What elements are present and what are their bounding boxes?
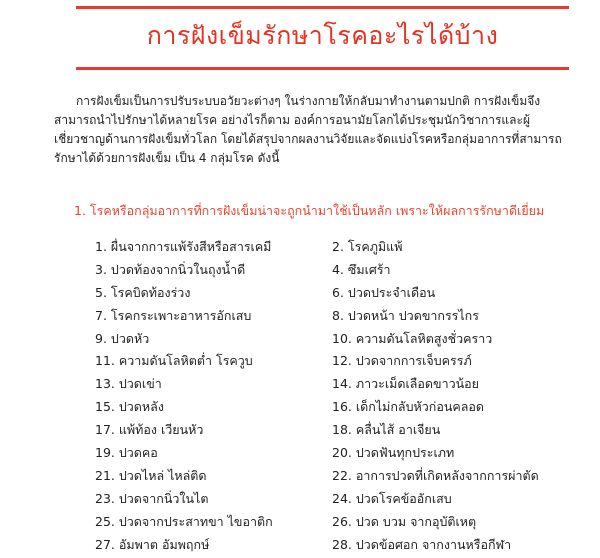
list-item: 16. เด็กไม่กลับหัวก่อนคลอด — [332, 399, 485, 415]
list-item: 12. ปวดจากการเจ็บครรภ์ — [332, 353, 472, 369]
list-item: 6. ปวดประจำเดือน — [332, 284, 436, 300]
list-item: 20. ปวดฟันทุกประเภท — [332, 445, 455, 461]
title-rule — [76, 67, 569, 70]
list-item: 7. โรคกระเพาะอาหารอักเสบ — [95, 307, 252, 323]
list-item: 22. อาการปวดที่เกิดหลังจากการผ่าตัด — [332, 467, 539, 483]
list-item: 1. ผื่นจากการแพ้รังสีหรือสารเคมี — [95, 239, 272, 254]
list-item: 9. ปวดหัว — [95, 330, 150, 346]
list-item: 15. ปวดหลัง — [95, 399, 164, 415]
top-rule — [76, 6, 569, 9]
condition-list — [95, 236, 575, 556]
list-item: 3. ปวดท้องจากนิ่วในถุงน้ำดี — [95, 261, 246, 277]
list-item: 2. โรคภูมิแพ้ — [332, 239, 403, 254]
list-item: 11. ความดันโลหิตต่ำ โรควูบ — [95, 353, 253, 369]
intro-paragraph — [54, 92, 579, 168]
intro-text: การฝังเข็มเป็นการปรับระบบอวัยวะต่างๆ ในร่างกายให้กลับมาทำงานตามปกติ การฝังเข็มจึงสามารถนำไปรักษาได้หลายโรค อย่างไรก็ตาม องค์การอนามัยโลกได้ประชุมนักวิชาการและผู้เชี่ยวชาญด้านการฝังเข็มทั่วโลก โดยได้สรุปจากผลงานวิจัยและจัดแบ่งโรคหรือกลุ่มอาการที่สามารถรักษาได้ด้วยการฝังเข็ม เป็น 4 กลุ่มโรค ดังนี้ — [54, 94, 562, 165]
list-item: 18. คลื่นไส้ อาเจียน — [332, 422, 441, 438]
list-item: 25. ปวดจากประสาทขา ไขอาติก — [95, 513, 273, 529]
list-item: 4. ซึมเศร้า — [332, 261, 391, 277]
list-item: 17. แพ้ท้อง เวียนหัว — [95, 422, 204, 438]
list-item: 14. ภาวะเม็ดเลือดขาวน้อย — [332, 376, 479, 392]
list-item: 13. ปวดเข่า — [95, 376, 162, 392]
list-item: 10. ความดันโลหิตสูงชั่วคราว — [332, 330, 493, 346]
section-heading: 1. โรคหรือกลุ่มอาการที่การฝังเข็มน่าจะถูกนำมาใช้เป็นหลัก เพราะให้ผลการรักษาดีเยี่ยม — [74, 203, 545, 218]
list-item: 24. ปวดโรคข้ออักเสบ — [332, 490, 452, 506]
page-title: การฝังเข็มรักษาโรคอะไรได้บ้าง — [146, 21, 499, 50]
list-item: 27. อัมพาต อัมพฤกษ์ — [95, 536, 210, 552]
list-item: 23. ปวดจากนิ่วในไต — [95, 490, 209, 506]
list-item: 8. ปวดหน้า ปวดขากรรไกร — [332, 307, 479, 323]
list-item: 28. ปวดข้อศอก จากงานหรือกีฬา — [332, 536, 512, 552]
list-item: 21. ปวดไหล่ ไหล่ติด — [95, 467, 207, 483]
list-item: 5. โรคบิดท้องร่วง — [95, 284, 191, 300]
list-item: 19. ปวดคอ — [95, 445, 158, 461]
list-item: 26. ปวด บวม จากอุบัติเหตุ — [332, 513, 477, 529]
